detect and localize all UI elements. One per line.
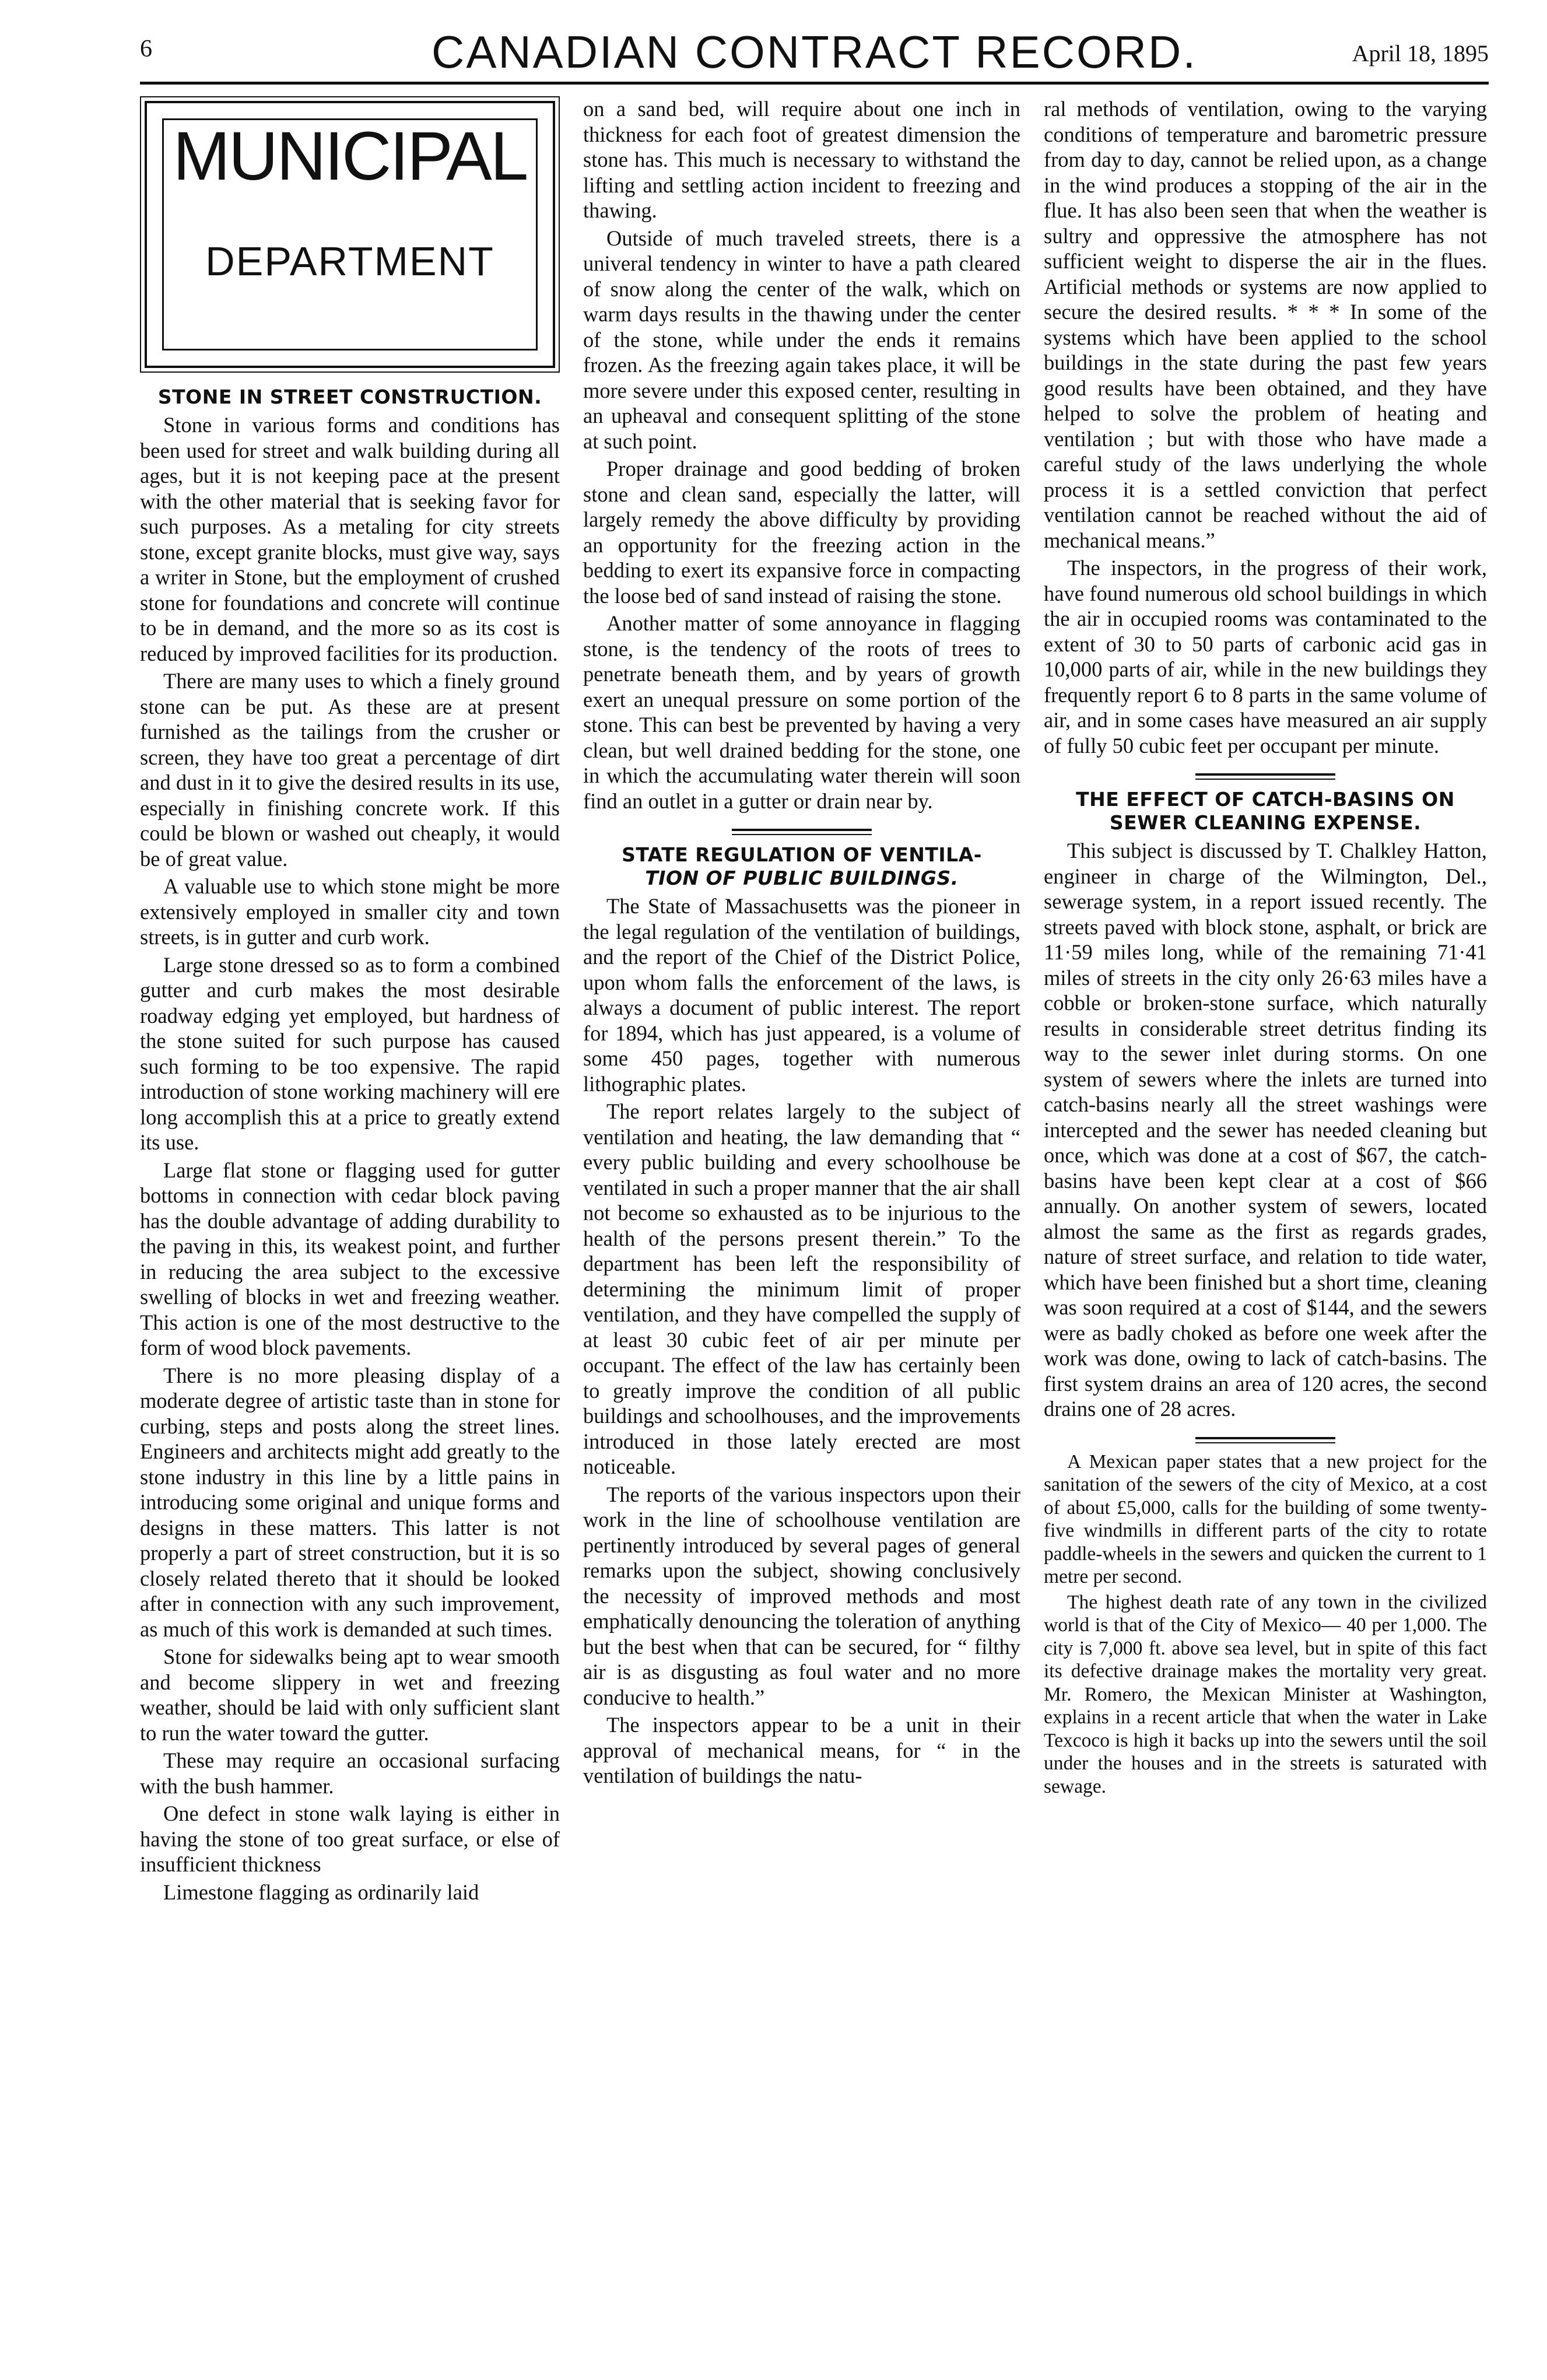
- paragraph: There is no more pleasing display of a moderate degree of artistic taste than in stone for curbing, steps and posts along the street lines. Engineers and architects might add greatly to the stone industry in this line by a little pains in introducing some original and unique forms and designs in these matters. This latter is not properly a part of street construction, but it is so closely related thereto that it should be looked after in connection with any such improvement, as much of this work is demanded at such times.: [140, 1363, 560, 1641]
- article-separator: [1195, 773, 1335, 780]
- column-1: [140, 96, 560, 1907]
- paragraph: Outside of much traveled streets, there is a univeral tendency in winter to have a path cleared of snow along the center of the walk, which on warm days results in the thawing under the center of the stone, while under the ends it remains frozen. As the freezing again takes place, it will be more severe under this exposed center, resulting in an upheaval and consequent splitting of the stone at such point.: [583, 226, 1020, 453]
- section-title: MUNICIPAL: [173, 118, 527, 195]
- article-title-ventilation: [583, 843, 1020, 890]
- column-3: [1044, 96, 1487, 1800]
- article-title-catch-basins: [1044, 788, 1487, 835]
- masthead: CANADIAN CONTRACT RECORD.: [432, 26, 1197, 78]
- paragraph: Stone in various forms and conditions has been used for street and walk building during all ages, but it is not keeping pace at the present with the other material that is seeking favor for such purposes. As a metaling for city streets stone, except granite blocks, must give way, says a writer in Stone, but the employment of crushed stone for foundations and concrete will continue to be in demand, and the more so as its cost is reduced by improved facilities for its production.: [140, 413, 560, 665]
- article-title-stone: STONE IN STREET CONSTRUCTION.: [157, 385, 542, 408]
- column-2: [583, 96, 1020, 1791]
- title-line: SEWER CLEANING EXPENSE.: [1109, 811, 1422, 834]
- section-box: [145, 101, 555, 368]
- header-rule: [140, 82, 1489, 85]
- paragraph: The highest death rate of any town in the civilized world is that of the City of Mexico— 40 per 1,000. The city is 7,000 ft. above sea level, but in spite of this fact its defective drainage makes the mortality very great. Mr. Romero, the Mexican Minister at Washington, explains in a recent article that when the water in Lake Texcoco is high it backs up into the sewers until the soil under the houses and in the streets is saturated with sewage.: [1044, 1591, 1487, 1797]
- section-subtitle: DEPARTMENT: [205, 239, 494, 284]
- paragraph: The inspectors, in the progress of their work, have found numerous old school buildings in which the air in occupied rooms was contaminated to the extent of 30 to 50 parts of carbonic acid gas in 10,000 parts of air, while in the new buildings they frequently report 6 to 8 parts in the same volume of air, and in some cases have measured an air supply of fully 50 cubic feet per occupant per minute.: [1044, 556, 1487, 758]
- paragraph: Another matter of some annoyance in flagging stone, is the tendency of the roots of trees to penetrate beneath them, and by years of growth exert an unequal pressure on some portion of the stone. This can best be prevented by having a very clean, but well drained bedding for the stone, one in which the accumulating water therein will soon find an outlet in a gutter or drain near by.: [583, 611, 1020, 813]
- paragraph: Limestone flagging as ordinarily laid: [163, 1880, 479, 1904]
- article-separator: [1195, 1437, 1335, 1443]
- paragraph: This subject is discussed by T. Chalkley Hatton, engineer in charge of the Wilmington, Del., sewerage system, in a report issued recently. The streets paved with block stone, asphalt, or brick are 11·59 miles long, while of the remaining 71·41 miles of streets in the city only 26·63 miles have a cobble or broken-stone surface, which naturally results in considerable street detritus finding its way to the sewer inlet during storms. On one system of sewers where the inlets are turned into catch-basins nearly all the street washings were intercepted and the sewer has needed cleaning but once, which was done at a cost of $67, the catch-basins have been kept clear at a cost of $66 annually. On another system of sewers, located almost the same as the first as regards grades, nature of street surface, and relation to tide water, which have been finished but a short time, cleaning was soon required at a cost of $144, and the sewers were as badly choked as before one week after the work was done, owing to lack of catch-basins. The first system drains an area of 120 acres, the second drains one of 28 acres.: [1044, 839, 1487, 1421]
- paragraph: One defect in stone walk laying is either in having the stone of too great surface, or else of insufficient thickness: [140, 1801, 560, 1876]
- paragraph: Large stone dressed so as to form a combined gutter and curb makes the most desirable roadway edging yet employed, but hardness of the stone suited for such purpose has caused such forming to be too expensive. The rapid introduction of stone working machinery will ere long accomplish this at a price to greatly extend its use.: [140, 952, 560, 1154]
- page-number: 6: [140, 36, 152, 62]
- paragraph: Stone for sidewalks being apt to wear smooth and become slippery in wet and freezing weather, should be laid with only sufficient slant to run the water toward the gutter.: [140, 1645, 560, 1745]
- paragraph: A valuable use to which stone might be more extensively employed in smaller city and town streets, is in gutter and curb work.: [140, 874, 560, 949]
- paragraph: The reports of the various inspectors upon their work in the line of schoolhouse ventilation are pertinently introduced by several pages of general remarks upon the subject, showing conclusively the necessity of improved methods and most emphatically denouncing the toleration of anything but the best when that can be secured, for “ filthy air is as disgusting as foul water and no more conducive to health.”: [583, 1482, 1020, 1709]
- paragraph: Proper drainage and good bedding of broken stone and clean sand, especially the latter, will largely remedy the above difficulty by providing an opportunity for the freezing action in the bedding to exert its expansive force in compacting the loose bed of sand instead of raising the stone.: [583, 457, 1020, 608]
- page-header: [140, 23, 1489, 76]
- paragraph: The report relates largely to the subject of ventilation and heating, the law demanding that “ every public building and every schoolhouse be ventilated in such a proper manner that the air shall not become so exhausted as to be injurious to the health of the persons present therein.” To the department has been left the responsibility of determining the minimum limit of proper ventilation, and they have compelled the supply of at least 30 cubic feet of air per minute per occupant. The effect of the law has certainly been to greatly improve the condition of all public buildings and schoolhouses, and the improvements introduced in those lately erected are most noticeable.: [583, 1099, 1020, 1478]
- paragraph: There are many uses to which a finely ground stone can be put. As these are at present furnished as the tailings from the crusher or screen, they have too great a percentage of dirt and dust in it to give the desired results in its use, especially in finishing concrete work. If this could be blown or washed out cheaply, it would be of great value.: [140, 669, 560, 871]
- paragraph: on a sand bed, will require about one inch in thickness for each foot of greatest dimension the stone has. This much is necessary to withstand the lifting and settling action incident to freezing and thawing.: [583, 97, 1020, 222]
- paragraph: The inspectors appear to be a unit in their approval of mechanical means, for “ in the ventilation of buildings the natu-: [583, 1713, 1020, 1787]
- paragraph: A Mexican paper states that a new project for the sanitation of the sewers of the city of Mexico, at a cost of about £5,000, calls for the building of some twenty-five windmills in different parts of the city to rotate paddle-wheels in the sewers and quicken the current to 1 metre per second.: [1044, 1450, 1487, 1587]
- title-line: STATE REGULATION OF VENTILA-: [622, 843, 982, 866]
- paragraph: The State of Massachusetts was the pioneer in the legal regulation of the ventilation of buildings, and the report of the Chief of the District Police, upon whom falls the enforcement of the laws, is always a document of public interest. The report for 1894, which has just appeared, is a volume of some 450 pages, together with numerous lithographic plates.: [583, 894, 1020, 1096]
- paragraph: Large flat stone or flagging used for gutter bottoms in connection with cedar block paving has the double advantage of adding durability to the paving in this, its weakest point, and further in reducing the area subject to the excessive swelling of blocks in wet and freezing weather. This action is one of the most destructive to the form of wood block pavements.: [140, 1158, 560, 1359]
- title-line: TION OF PUBLIC BUILDINGS.: [645, 867, 959, 889]
- paragraph: These may require an occasional surfacing with the bush hammer.: [140, 1748, 560, 1798]
- paragraph: ral methods of ventilation, owing to the varying conditions of temperature and barometric pressure from day to day, cannot be relied upon, as a change in the wind produces a stopping of the air in the flue. It has also been seen that when the weather is sultry and oppressive the atmosphere has not sufficient weight to disperse the air in the flues. Artificial methods or systems are now applied to secure the desired results. * * * In some of the systems which have been applied to the school buildings in the state during the past few years good results have been obtained, and they have helped to solve the problem of heating and ventilation ; but with those who have made a careful study of the laws underlying the whole process it is a settled conviction that perfect ventilation cannot be reached without the aid of mechanical means.”: [1044, 97, 1487, 552]
- article-separator: [732, 829, 872, 835]
- issue-date: April 18, 1895: [1352, 40, 1489, 66]
- title-line: THE EFFECT OF CATCH-BASINS ON: [1076, 788, 1455, 811]
